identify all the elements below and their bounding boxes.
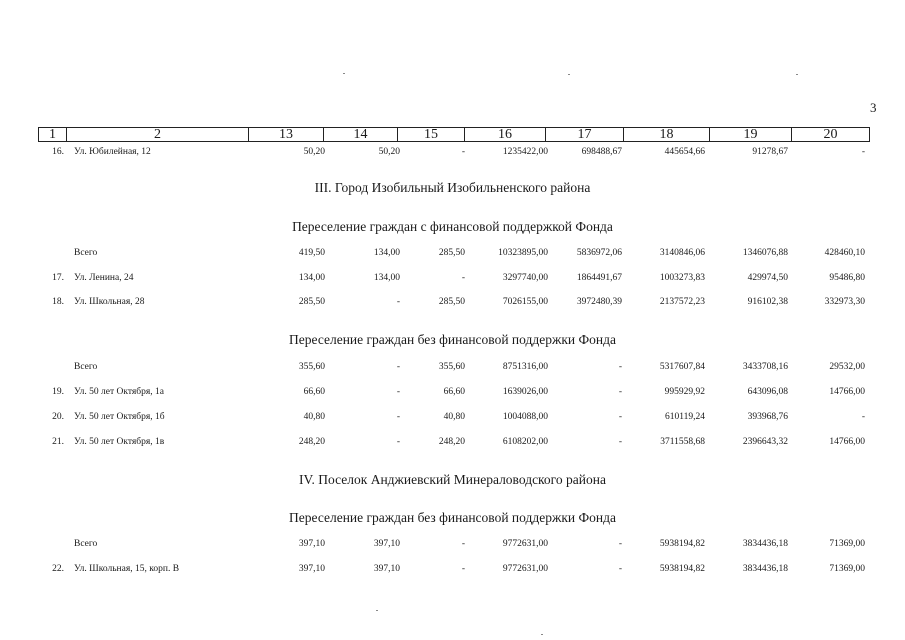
header-col-17: 17 <box>546 128 624 141</box>
table-row <box>0 385 905 399</box>
cell-col-16: 6108202,00 <box>502 437 548 447</box>
cell-col-14: - <box>396 437 400 447</box>
cell-col-20: 29532,00 <box>829 362 865 372</box>
cell-col-16: 1639026,00 <box>502 387 548 397</box>
cell-col-20: 428460,10 <box>824 248 865 258</box>
cell-col-15: - <box>461 147 465 157</box>
cell-col-14: - <box>396 362 400 372</box>
row-number: 21. <box>52 437 64 447</box>
cell-col-17: - <box>618 387 622 397</box>
table-row-total <box>0 537 905 551</box>
cell-col-18: 1003273,83 <box>659 273 705 283</box>
cell-col-16: 7026155,00 <box>502 297 548 307</box>
cell-col-18: 445654,66 <box>664 147 705 157</box>
cell-col-18: 5317607,84 <box>659 362 705 372</box>
cell-col-15: - <box>461 273 465 283</box>
cell-col-17: 1864491,67 <box>576 273 622 283</box>
table-row <box>0 435 905 449</box>
scan-speck <box>796 74 798 75</box>
table-row-total <box>0 360 905 374</box>
row-number: 20. <box>52 412 64 422</box>
cell-col-17: - <box>618 437 622 447</box>
row-address: Ул. Ленина, 24 <box>74 273 134 283</box>
cell-col-16: 1004088,00 <box>502 412 548 422</box>
cell-col-13: 40,80 <box>303 412 325 422</box>
scan-speck <box>343 73 345 74</box>
page-number: 3 <box>870 100 877 115</box>
cell-col-13: 248,20 <box>298 437 325 447</box>
table-row <box>0 562 905 576</box>
cell-col-18: 5938194,82 <box>659 539 705 549</box>
row-address: Ул. 50 лет Октября, 1а <box>74 387 164 397</box>
cell-col-16: 9772631,00 <box>502 564 548 574</box>
row-address: Всего <box>74 362 98 372</box>
cell-col-19: 393968,76 <box>747 412 788 422</box>
cell-col-17: 698488,67 <box>581 147 622 157</box>
table-row-total <box>0 246 905 260</box>
cell-col-20: 71369,00 <box>829 539 865 549</box>
cell-col-17: 5836972,06 <box>576 248 622 258</box>
cell-col-13: 397,10 <box>298 564 325 574</box>
cell-col-15: 248,20 <box>438 437 465 447</box>
cell-col-13: 285,50 <box>298 297 325 307</box>
cell-col-15: 285,50 <box>438 297 465 307</box>
scan-speck <box>376 610 378 611</box>
header-col-13: 13 <box>249 128 324 141</box>
row-number: 22. <box>52 564 64 574</box>
cell-col-13: 134,00 <box>298 273 325 283</box>
cell-col-16: 1235422,00 <box>502 147 548 157</box>
cell-col-18: 995929,92 <box>664 387 705 397</box>
row-number: 16. <box>52 147 64 157</box>
cell-col-20: 332973,30 <box>824 297 865 307</box>
cell-col-15: - <box>461 564 465 574</box>
cell-col-18: 5938194,82 <box>659 564 705 574</box>
cell-col-19: 2396643,32 <box>742 437 788 447</box>
cell-col-14: 50,20 <box>378 147 400 157</box>
cell-col-16: 3297740,00 <box>502 273 548 283</box>
row-address: Ул. 50 лет Октября, 1б <box>74 412 165 422</box>
row-address: Всего <box>74 539 98 549</box>
header-col-2: 2 <box>67 128 249 141</box>
cell-col-14: - <box>396 297 400 307</box>
row-address: Ул. 50 лет Октября, 1в <box>74 437 165 447</box>
cell-col-15: - <box>461 539 465 549</box>
cell-col-18: 610119,24 <box>664 412 705 422</box>
cell-col-17: - <box>618 412 622 422</box>
cell-col-13: 355,60 <box>298 362 325 372</box>
row-address: Ул. Школьная, 28 <box>74 297 145 307</box>
cell-col-14: 397,10 <box>373 539 400 549</box>
cell-col-19: 1346076,88 <box>742 248 788 258</box>
subsection-title: Переселение граждан без финансовой поддержки Фонда <box>289 332 616 347</box>
cell-col-18: 3711558,68 <box>660 437 705 447</box>
cell-col-18: 3140846,06 <box>659 248 705 258</box>
cell-col-20: 95486,80 <box>829 273 865 283</box>
cell-col-14: 397,10 <box>373 564 400 574</box>
cell-col-17: - <box>618 539 622 549</box>
cell-col-13: 397,10 <box>298 539 325 549</box>
header-col-20: 20 <box>823 128 838 141</box>
cell-col-17: - <box>618 362 622 372</box>
row-address: Ул. Юбилейная, 12 <box>74 147 151 157</box>
header-col-15: 15 <box>398 128 465 141</box>
cell-col-15: 40,80 <box>443 412 465 422</box>
cell-col-14: 134,00 <box>373 273 400 283</box>
cell-col-19: 91278,67 <box>752 147 788 157</box>
table-row <box>0 410 905 424</box>
cell-col-18: 2137572,23 <box>659 297 705 307</box>
header-col-14: 14 <box>324 128 398 141</box>
cell-col-20: 14766,00 <box>829 387 865 397</box>
cell-col-19: 643096,08 <box>747 387 788 397</box>
cell-col-14: - <box>396 412 400 422</box>
scan-speck <box>541 634 543 635</box>
row-number: 17. <box>52 273 64 283</box>
section-title-village: IV. Поселок Анджиевский Минераловодского района <box>299 472 606 487</box>
cell-col-13: 50,20 <box>303 147 325 157</box>
cell-col-19: 3433708,16 <box>742 362 788 372</box>
header-col-19: 19 <box>710 128 792 141</box>
scan-speck <box>568 74 570 75</box>
cell-col-15: 285,50 <box>438 248 465 258</box>
row-address: Ул. Школьная, 15, корп. В <box>74 564 180 574</box>
table-row <box>0 145 905 159</box>
header-col-1: 1 <box>39 128 67 141</box>
row-number: 19. <box>52 387 64 397</box>
cell-col-15: 66,60 <box>443 387 465 397</box>
cell-col-20: - <box>861 147 865 157</box>
cell-col-20: - <box>861 412 865 422</box>
cell-col-13: 419,50 <box>298 248 325 258</box>
row-number: 18. <box>52 297 64 307</box>
table-row <box>0 295 905 309</box>
subsection-title: Переселение граждан с финансовой поддержкой Фонда <box>292 219 613 234</box>
cell-col-13: 66,60 <box>303 387 325 397</box>
cell-col-16: 8751316,00 <box>502 362 548 372</box>
cell-col-16: 9772631,00 <box>502 539 548 549</box>
header-col-16: 16 <box>465 128 546 141</box>
column-header-row <box>38 127 870 142</box>
cell-col-20: 71369,00 <box>829 564 865 574</box>
cell-col-14: 134,00 <box>373 248 400 258</box>
cell-col-16: 10323895,00 <box>498 248 548 258</box>
cell-col-14: - <box>396 387 400 397</box>
cell-col-20: 14766,00 <box>829 437 865 447</box>
table-row <box>0 271 905 285</box>
cell-col-19: 916102,38 <box>747 297 788 307</box>
cell-col-17: 3972480,39 <box>576 297 622 307</box>
subsection-title: Переселение граждан без финансовой поддержки Фонда <box>289 510 616 525</box>
cell-col-17: - <box>618 564 622 574</box>
cell-col-15: 355,60 <box>438 362 465 372</box>
row-address: Всего <box>74 248 98 258</box>
cell-col-19: 429974,50 <box>747 273 788 283</box>
cell-col-19: 3834436,18 <box>742 539 788 549</box>
section-title-city: III. Город Изобильный Изобильненского района <box>314 180 591 195</box>
cell-col-19: 3834436,18 <box>742 564 788 574</box>
header-col-18: 18 <box>624 128 710 141</box>
